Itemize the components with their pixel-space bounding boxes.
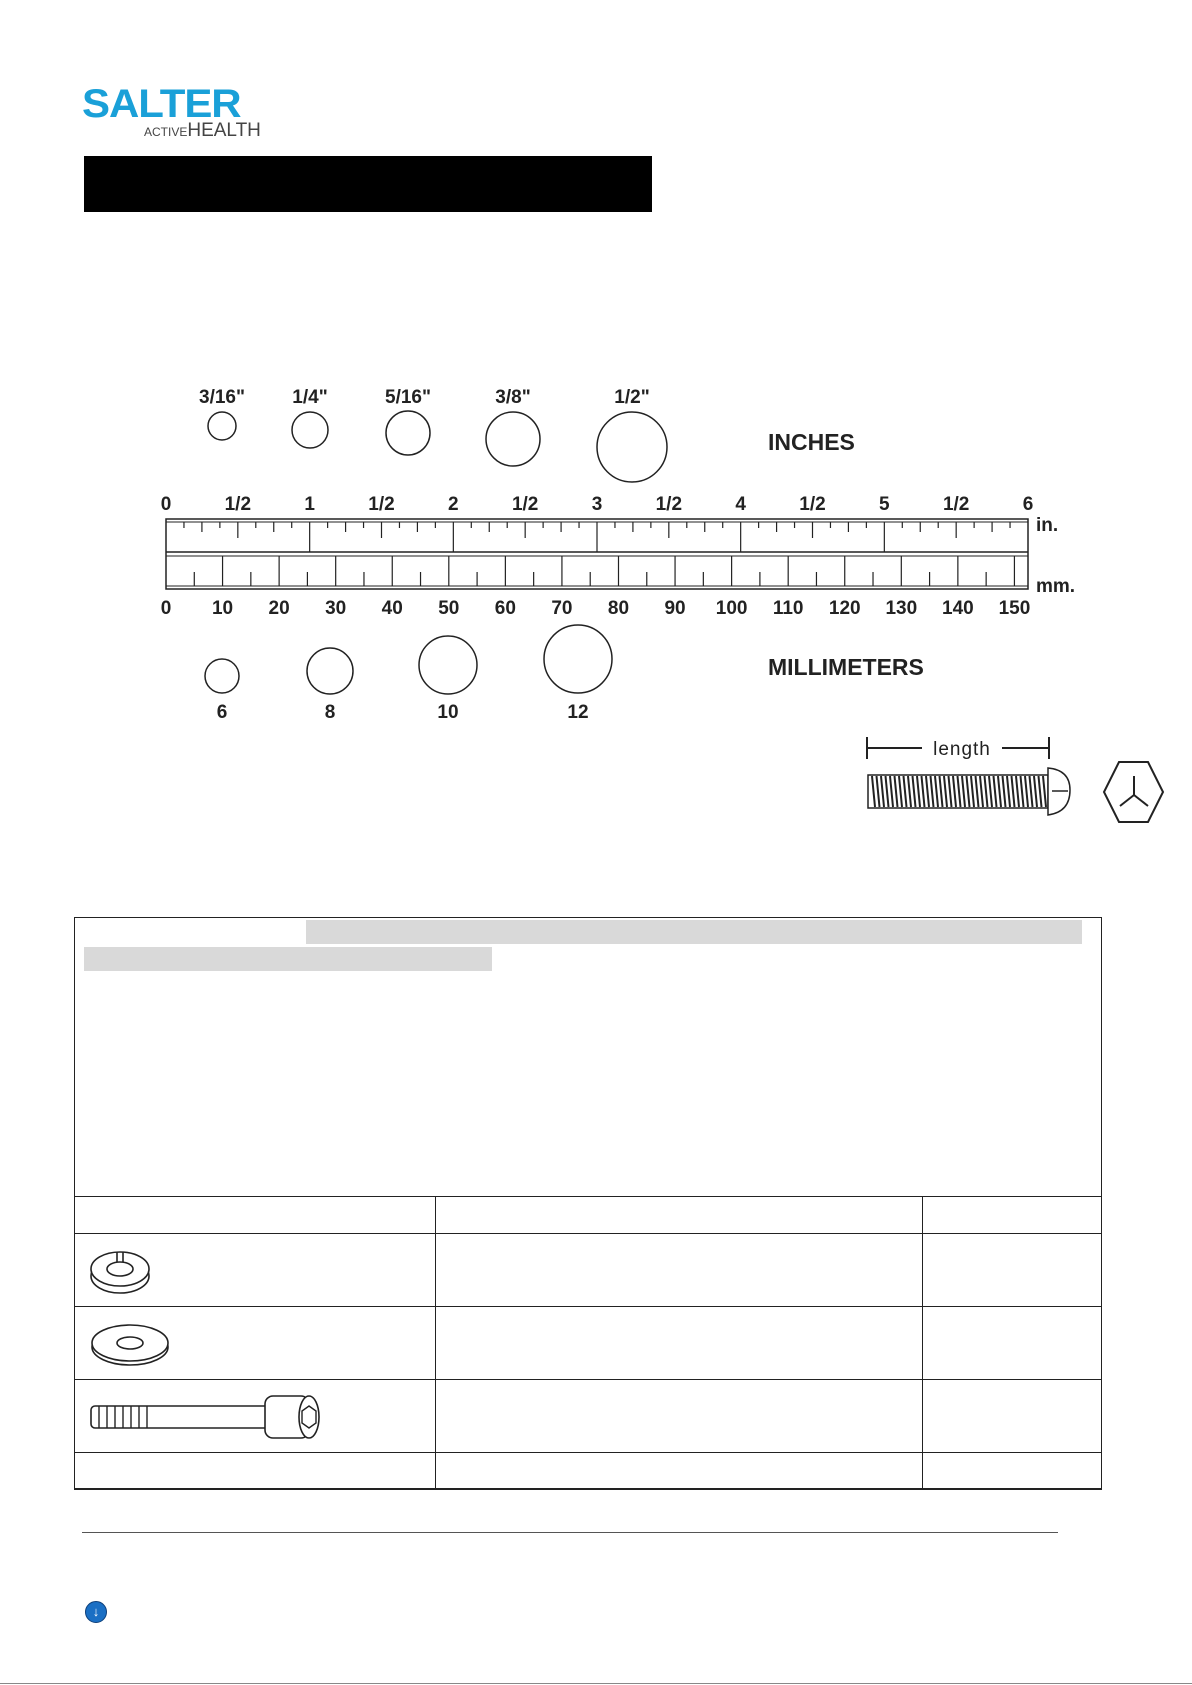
mm-tick-label: 90 (664, 598, 686, 619)
brand-sub-small: ACTIVE (144, 125, 188, 139)
brand-name: SALTER (82, 82, 241, 126)
part-image-cell (75, 1234, 436, 1307)
machine-screw-icon (868, 768, 1070, 815)
mm-circle (307, 648, 353, 694)
page-bottom-edge (0, 1683, 1192, 1684)
mm-tick-label: 30 (325, 598, 347, 619)
redacted-heading-line-2 (84, 947, 492, 971)
mm-tick-label: 0 (160, 598, 172, 619)
mm-tick-label: 110 (772, 598, 804, 619)
mm-tick-label: 60 (494, 598, 516, 619)
parts-table (74, 1196, 1102, 1489)
inch-circle-label: 5/16" (385, 387, 431, 408)
footer-cell (923, 1453, 1102, 1489)
mm-tick-label: 150 (998, 598, 1031, 619)
inch-tick-label: 1/2 (368, 494, 395, 515)
inch-tick-label: 3 (591, 494, 603, 515)
footer-cell (75, 1453, 436, 1489)
table-row (75, 1234, 1102, 1307)
inch-tick-label: 1/2 (942, 494, 970, 515)
part-quantity-cell (923, 1234, 1102, 1307)
mm-circle (544, 625, 612, 693)
inch-tick-label: 4 (735, 494, 746, 515)
mm-tick-label: 70 (551, 598, 573, 619)
brand-sub-large: HEALTH (187, 120, 261, 141)
part-quantity-cell (923, 1380, 1102, 1453)
table-row (75, 1380, 1102, 1453)
mm-tick-label: 120 (828, 598, 861, 619)
mm-tick-label: 10 (211, 598, 234, 619)
inch-tick-label: 1/2 (511, 494, 539, 515)
hardware-size-ruler (0, 370, 1192, 830)
part-description-cell (435, 1380, 922, 1453)
inch-circle-label: 3/16" (199, 387, 245, 408)
brand-logo (82, 84, 282, 140)
header-cell-description (435, 1197, 922, 1234)
mm-tick-label: 140 (942, 598, 974, 619)
mm-circle-label: 12 (567, 702, 589, 723)
mm-tick-label: 100 (715, 598, 748, 619)
inch-circle (486, 412, 540, 466)
mm-circle (205, 659, 239, 693)
brand-subtitle (144, 120, 261, 142)
parts-table-footer (75, 1453, 1102, 1489)
socket-head-bolt-icon (87, 1386, 327, 1446)
length-label: length (933, 739, 991, 760)
flat-washer-icon (87, 1313, 177, 1373)
inch-circle (597, 412, 667, 482)
inch-circle (292, 412, 328, 448)
mm-tick-label: 20 (268, 598, 290, 619)
hex-socket-head-icon (1104, 762, 1163, 822)
footer-cell (435, 1453, 922, 1489)
parts-table-header (75, 1197, 1102, 1234)
header-cell-image (75, 1197, 436, 1234)
part-image-cell (75, 1380, 436, 1453)
download-arrow-icon[interactable]: ↓ (85, 1601, 107, 1623)
table-row (75, 1307, 1102, 1380)
inch-tick-label: 5 (879, 494, 890, 515)
inch-circle (208, 412, 236, 440)
millimeters-title: MILLIMETERS (768, 654, 924, 680)
mm-tick-label: 40 (381, 598, 403, 619)
inch-circle-label: 3/8" (495, 387, 531, 408)
redacted-title-bar (84, 156, 652, 212)
part-description-cell (435, 1234, 922, 1307)
mm-unit-label: mm. (1036, 576, 1076, 597)
inch-tick-label: 1 (304, 494, 315, 515)
redacted-heading-line-1 (306, 920, 1082, 944)
header-cell-quantity (923, 1197, 1102, 1234)
mm-tick-label: 80 (607, 598, 630, 619)
inch-tick-label: 1/2 (655, 494, 683, 515)
split-lock-washer-icon (87, 1240, 157, 1300)
inch-circle-label: 1/4" (292, 387, 328, 408)
mm-circle-label: 10 (437, 702, 459, 723)
footer-divider (82, 1532, 1058, 1533)
inches-title: INCHES (768, 429, 855, 455)
inch-tick-label: 2 (448, 494, 459, 515)
part-image-cell (75, 1307, 436, 1380)
inch-unit-label: in. (1036, 515, 1059, 536)
inch-circle-label: 1/2" (614, 387, 650, 408)
part-quantity-cell (923, 1307, 1102, 1380)
inch-circle (386, 411, 430, 455)
inch-tick-label: 1/2 (224, 494, 252, 515)
mm-tick-label: 50 (438, 598, 460, 619)
mm-circle (419, 636, 477, 694)
part-description-cell (435, 1307, 922, 1380)
mm-circle-label: 8 (324, 702, 336, 723)
inch-tick-label: 6 (1022, 494, 1034, 515)
mm-circle-label: 6 (216, 702, 228, 723)
mm-tick-label: 130 (885, 598, 918, 619)
inch-tick-label: 1/2 (799, 494, 826, 515)
inch-tick-label: 0 (160, 494, 172, 515)
